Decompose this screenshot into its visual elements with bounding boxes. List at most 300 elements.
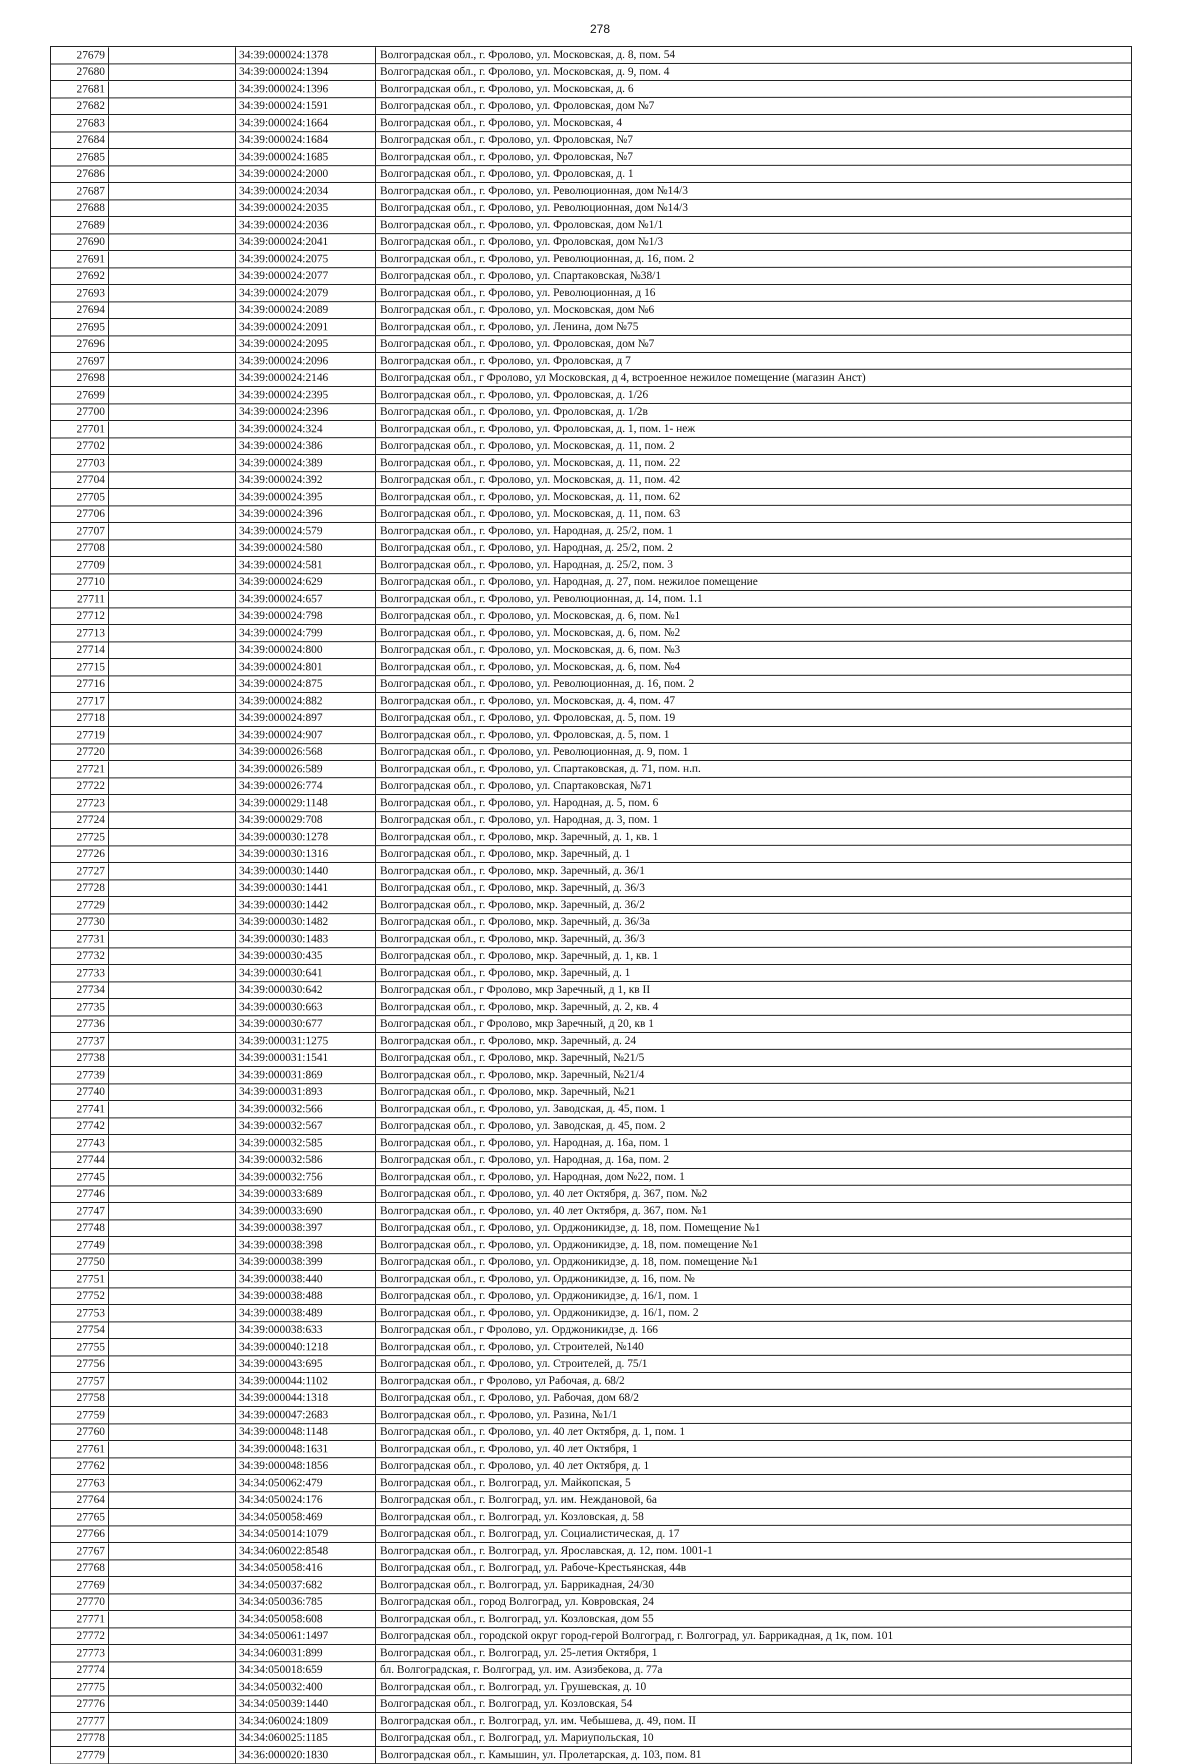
cadastral-number: 34:39:000038:397 [235, 1220, 376, 1236]
address: Волгоградская обл., г. Фролово, ул. Московская, д. 11, пом. 42 [380, 474, 681, 486]
table-row [51, 1135, 1131, 1153]
row-number: 27697 [51, 353, 109, 369]
cadastral-number: 34:39:000026:568 [235, 744, 376, 760]
address: Волгоградская обл., г. Волгоград, ул. 25-летия Октября, 1 [380, 1646, 658, 1660]
cadastral-number: 34:34:050037:682 [235, 1577, 376, 1593]
table-row [51, 1084, 1131, 1101]
cadastral-number: 34:39:000024:882 [235, 693, 376, 709]
cadastral-number: 34:39:000024:1394 [235, 64, 376, 80]
table-row [51, 1033, 1131, 1051]
cadastral-number: 34:39:000024:2079 [235, 285, 376, 301]
address: Волгоградская обл., г. Фролово, ул. Революционная, д 16 [380, 286, 656, 300]
address: Волгоградская обл., г. Волгоград, ул. Мариупольская, 10 [380, 1732, 654, 1744]
cadastral-number: 34:39:000024:386 [235, 438, 376, 454]
table-row [51, 693, 1131, 711]
row-number: 27706 [51, 506, 109, 522]
table-row [51, 506, 1131, 523]
table-row [51, 166, 1131, 183]
row-number: 27712 [51, 608, 109, 624]
row-number: 27700 [51, 404, 109, 420]
row-number: 27746 [51, 1186, 109, 1202]
address: Волгоградская обл., г. Фролово, мкр. Заречный, д. 1, кв. 1 [380, 830, 659, 844]
address: Волгоградская обл., г. Фролово, ул. Народная, д. 16а, пом. 2 [380, 1154, 670, 1166]
address: Волгоградская обл., г. Фролово, мкр. Заречный, №21 [380, 1086, 636, 1098]
table-row [51, 1050, 1131, 1067]
cadastral-number: 34:39:000029:708 [235, 812, 376, 828]
table-row [51, 1492, 1131, 1509]
table-row [51, 268, 1131, 285]
cadastral-number: 34:39:000026:589 [235, 761, 376, 777]
row-number: 27748 [51, 1220, 109, 1236]
cadastral-number: 34:39:000038:489 [235, 1305, 376, 1321]
cadastral-number: 34:39:000030:641 [235, 965, 376, 981]
address: Волгоградская обл., г. Фролово, ул. Народная, д. 16а, пом. 1 [380, 1136, 670, 1150]
cadastral-number: 34:39:000024:2396 [235, 404, 376, 420]
cadastral-number: 34:39:000024:798 [235, 608, 376, 624]
address: Волгоградская обл., г. Фролово, ул. Революционная, д. 16, пом. 2 [380, 678, 695, 690]
row-number: 27720 [51, 744, 109, 760]
address: Волгоградская обл., г. Фролово, ул. Революционная, дом №14/3 [380, 184, 688, 198]
cadastral-number: 34:39:000024:2000 [235, 166, 376, 182]
row-number: 27730 [51, 914, 109, 930]
address: Волгоградская обл., г. Фролово, ул. Орджоникидзе, д. 16, пом. № [380, 1272, 695, 1286]
cadastral-number: 34:39:000024:2395 [235, 387, 376, 403]
row-number: 27736 [51, 1016, 109, 1032]
row-number: 27722 [51, 778, 109, 794]
row-number: 27776 [51, 1696, 109, 1712]
cadastral-number: 34:39:000033:689 [235, 1186, 376, 1202]
table-row [51, 1373, 1131, 1391]
table-row [51, 1288, 1131, 1305]
address: Волгоградская обл., г. Волгоград, ул. Социалистическая, д. 17 [380, 1528, 680, 1540]
row-number: 27734 [51, 982, 109, 998]
table-row [51, 608, 1131, 625]
address: Волгоградская обл., городской округ город-герой Волгоград, г. Волгоград, ул. Баррикадная, д 1к, пом. 101 [380, 1630, 894, 1642]
address: Волгоградская обл., г Фролово, ул. Орджоникидзе, д. 166 [380, 1324, 658, 1336]
row-number: 27714 [51, 642, 109, 658]
address: Волгоградская обл., г. Фролово, ул. Фроловская, д. 1 [380, 168, 634, 180]
table-row [51, 982, 1131, 999]
table-row [51, 353, 1131, 371]
cadastral-number: 34:39:000024:799 [235, 625, 376, 641]
address: Волгоградская обл., г. Фролово, ул. Народная, дом №22, пом. 1 [380, 1170, 685, 1184]
cadastral-number: 34:39:000024:2089 [235, 302, 376, 318]
table-row [51, 1101, 1131, 1119]
table-row [51, 948, 1131, 965]
cadastral-number: 34:39:000024:2035 [235, 200, 376, 216]
address: Волгоградская обл., г. Фролово, ул. Орджоникидзе, д. 16/1, пом. 2 [380, 1306, 699, 1320]
table-row [51, 370, 1131, 387]
row-number: 27741 [51, 1101, 109, 1117]
row-number: 27742 [51, 1118, 109, 1134]
table-row [51, 1713, 1131, 1731]
address: Волгоградская обл., г. Фролово, ул. Фроловская, д. 5, пом. 19 [380, 712, 676, 724]
table-row [51, 914, 1131, 931]
row-number: 27740 [51, 1084, 109, 1100]
address: Волгоградская обл., г. Фролово, ул. Фроловская, дом №1/1 [380, 218, 664, 232]
table-row [51, 863, 1131, 881]
row-number: 27711 [51, 591, 109, 607]
table-row [51, 659, 1131, 677]
table-row [51, 1696, 1131, 1713]
row-number: 27747 [51, 1203, 109, 1219]
cadastral-number: 34:39:000024:1591 [235, 98, 376, 114]
row-number: 27731 [51, 931, 109, 947]
table-row [51, 1407, 1131, 1425]
row-number: 27705 [51, 489, 109, 505]
address: Волгоградская обл., г. Волгоград, ул. им. Неждановой, 6а [380, 1494, 657, 1506]
row-number: 27713 [51, 625, 109, 641]
address: Волгоградская обл., г. Фролово, ул. Народная, д. 3, пом. 1 [380, 814, 659, 826]
address: Волгоградская обл., г. Волгоград, ул. Ярославская, д. 12, пом. 1001-1 [380, 1544, 713, 1558]
row-number: 27726 [51, 846, 109, 862]
address: Волгоградская обл., г. Камышин, ул. Пролетарская, д. 103, пом. 81 [380, 1748, 702, 1762]
table-row [51, 540, 1131, 557]
address: Волгоградская обл., г. Фролово, ул. Революционная, дом №14/3 [380, 202, 688, 214]
row-number: 27681 [51, 81, 109, 97]
address: Волгоградская обл., г. Фролово, ул. Революционная, д. 16, пом. 2 [380, 252, 695, 266]
address: Волгоградская обл., г Фролово, ул Рабочая, д. 68/2 [380, 1374, 625, 1388]
row-number: 27703 [51, 455, 109, 471]
table-row [51, 1203, 1131, 1221]
address: Волгоградская обл., г. Фролово, ул. Фроловская, д. 1/26 [380, 388, 649, 402]
cadastral-number: 34:39:000030:642 [235, 982, 376, 998]
row-number: 27779 [51, 1747, 109, 1763]
table-row [51, 1628, 1131, 1645]
registry-table [50, 46, 1132, 1764]
table-row [51, 149, 1131, 167]
table-row [51, 404, 1131, 421]
cadastral-number: 34:39:000024:2034 [235, 183, 376, 199]
row-number: 27704 [51, 472, 109, 488]
table-row [51, 795, 1131, 813]
table-row [51, 1526, 1131, 1543]
address: Волгоградская обл., г. Фролово, ул. Московская, д. 6, пом. №4 [380, 660, 681, 674]
row-number: 27773 [51, 1645, 109, 1661]
address: Волгоградская обл., г. Фролово, ул. Ленина, дом №75 [380, 320, 639, 334]
row-number: 27701 [51, 421, 109, 437]
address: Волгоградская обл., г. Фролово, ул. Фроловская, дом №1/3 [380, 236, 664, 248]
cadastral-number: 34:39:000038:399 [235, 1254, 376, 1270]
row-number: 27733 [51, 965, 109, 981]
address: Волгоградская обл., г. Фролово, ул. Фроловская, дом №7 [380, 100, 655, 112]
table-row [51, 812, 1131, 829]
table-row [51, 727, 1131, 745]
table-row [51, 1118, 1131, 1135]
address: Волгоградская обл., г. Фролово, ул. Московская, д. 11, пом. 22 [380, 456, 681, 470]
cadastral-number: 34:39:000024:580 [235, 540, 376, 556]
address: Волгоградская обл., г. Фролово, мкр. Заречный, д. 36/3 [380, 932, 645, 946]
table-row [51, 336, 1131, 353]
table-row [51, 642, 1131, 659]
address: Волгоградская обл., город Волгоград, ул. Ковровская, 24 [380, 1596, 654, 1608]
row-number: 27684 [51, 132, 109, 148]
address: Волгоградская обл., г. Фролово, ул. Народная, д. 25/2, пом. 2 [380, 542, 673, 554]
cadastral-number: 34:39:000024:2095 [235, 336, 376, 352]
row-number: 27690 [51, 234, 109, 250]
table-row [51, 234, 1131, 251]
table-row [51, 1747, 1131, 1764]
cadastral-number: 34:39:000024:1684 [235, 132, 376, 148]
cadastral-number: 34:39:000030:435 [235, 948, 376, 964]
address: Волгоградская обл., г. Фролово, ул. Фроловская, д. 1, пом. 1- неж [380, 422, 696, 436]
row-number: 27759 [51, 1407, 109, 1423]
row-number: 27772 [51, 1628, 109, 1644]
row-number: 27738 [51, 1050, 109, 1066]
table-row [51, 557, 1131, 575]
address: Волгоградская обл., г. Фролово, мкр. Заречный, д. 36/3 [380, 882, 645, 894]
row-number: 27680 [51, 64, 109, 80]
page-number: 278 [589, 22, 611, 36]
address: Волгоградская обл., г. Фролово, ул. Орджоникидзе, д. 18, пом. помещение №1 [380, 1238, 759, 1252]
row-number: 27716 [51, 676, 109, 692]
cadastral-number: 34:34:050018:659 [235, 1662, 376, 1678]
row-number: 27702 [51, 438, 109, 454]
table-row [51, 455, 1131, 473]
row-number: 27757 [51, 1373, 109, 1389]
table-row [51, 1067, 1131, 1085]
address: Волгоградская обл., г. Фролово, ул. Московская, д. 11, пом. 2 [380, 440, 675, 452]
table-row [51, 829, 1131, 847]
row-number: 27693 [51, 285, 109, 301]
table-row [51, 319, 1131, 337]
address: Волгоградская обл., г. Фролово, мкр. Заречный, д. 2, кв. 4 [380, 1000, 659, 1014]
address: Волгоградская обл., г. Фролово, мкр. Заречный, д. 1 [380, 966, 631, 980]
row-number: 27682 [51, 98, 109, 114]
row-number: 27686 [51, 166, 109, 182]
table-row [51, 387, 1131, 405]
table-row [51, 523, 1131, 541]
table-row [51, 1220, 1131, 1237]
address: Волгоградская обл., г. Волгоград, ул. Козловская, дом 55 [380, 1612, 654, 1626]
row-number: 27760 [51, 1424, 109, 1440]
row-number: 27689 [51, 217, 109, 233]
cadastral-number: 34:39:000024:2096 [235, 353, 376, 369]
row-number: 27763 [51, 1475, 109, 1491]
row-number: 27709 [51, 557, 109, 573]
table-row [51, 1016, 1131, 1033]
table-row [51, 217, 1131, 235]
address: Волгоградская обл., г. Фролово, мкр. Заречный, №21/4 [380, 1068, 645, 1082]
address: Волгоградская обл., г. Фролово, ул. Московская, д. 4, пом. 47 [380, 694, 676, 708]
row-number: 27777 [51, 1713, 109, 1729]
cadastral-number: 34:39:000030:1316 [235, 846, 376, 862]
cadastral-number: 34:39:000044:1318 [235, 1390, 376, 1406]
row-number: 27692 [51, 268, 109, 284]
table-row [51, 115, 1131, 133]
cadastral-number: 34:39:000024:1378 [235, 47, 376, 63]
row-number: 27721 [51, 761, 109, 777]
table-row [51, 1645, 1131, 1663]
cadastral-number: 34:34:060025:1185 [235, 1730, 376, 1746]
table-row [51, 1186, 1131, 1203]
table-row [51, 1339, 1131, 1357]
address: Волгоградская обл., г. Фролово, ул. 40 лет Октября, д. 367, пом. №1 [380, 1204, 708, 1218]
row-number: 27766 [51, 1526, 109, 1542]
address: Волгоградская обл., г. Волгоград, ул. им. Чебышева, д. 49, пом. II [380, 1714, 696, 1728]
row-number: 27707 [51, 523, 109, 539]
cadastral-number: 34:39:000040:1218 [235, 1339, 376, 1355]
address: Волгоградская обл., г. Фролово, ул. Московская, д. 6 [380, 82, 634, 96]
row-number: 27723 [51, 795, 109, 811]
row-number: 27699 [51, 387, 109, 403]
table-row [51, 574, 1131, 591]
cadastral-number: 34:39:000031:893 [235, 1084, 376, 1100]
address: Волгоградская обл., г. Фролово, ул. Московская, д. 6, пом. №2 [380, 626, 681, 640]
table-row [51, 1271, 1131, 1289]
address: Волгоградская обл., г. Фролово, ул. 40 лет Октября, д. 1 [380, 1460, 650, 1472]
cadastral-number: 34:39:000030:663 [235, 999, 376, 1015]
cadastral-number: 34:39:000024:395 [235, 489, 376, 505]
row-number: 27750 [51, 1254, 109, 1270]
row-number: 27688 [51, 200, 109, 216]
cadastral-number: 34:34:060024:1809 [235, 1713, 376, 1729]
cadastral-number: 34:39:000024:581 [235, 557, 376, 573]
row-number: 27745 [51, 1169, 109, 1185]
address: Волгоградская обл., г Фролово, мкр Заречный, д 20, кв 1 [380, 1018, 654, 1030]
table-row [51, 591, 1131, 609]
row-number: 27769 [51, 1577, 109, 1593]
cadastral-number: 34:39:000024:907 [235, 727, 376, 743]
address: Волгоградская обл., г. Фролово, ул. Орджоникидзе, д. 18, пом. помещение №1 [380, 1256, 759, 1268]
cadastral-number: 34:39:000026:774 [235, 778, 376, 794]
table-row [51, 489, 1131, 507]
row-number: 27698 [51, 370, 109, 386]
cadastral-number: 34:39:000048:1631 [235, 1441, 376, 1457]
row-number: 27718 [51, 710, 109, 726]
cadastral-number: 34:39:000030:1482 [235, 914, 376, 930]
table-row [51, 897, 1131, 915]
cadastral-number: 34:39:000038:633 [235, 1322, 376, 1338]
address: Волгоградская обл., г. Фролово, ул. Московская, д. 11, пом. 62 [380, 490, 681, 504]
cadastral-number: 34:39:000024:1685 [235, 149, 376, 165]
address: Волгоградская обл., г. Фролово, ул. Московская, д. 6, пом. №1 [380, 610, 681, 622]
table-row [51, 1475, 1131, 1493]
address: Волгоградская обл., г. Фролово, ул. Революционная, д. 14, пом. 1.1 [380, 592, 703, 606]
row-number: 27719 [51, 727, 109, 743]
table-row [51, 1611, 1131, 1629]
row-number: 27694 [51, 302, 109, 318]
address: Волгоградская обл., г. Фролово, ул. Фроловская, №7 [380, 134, 633, 146]
address: Волгоградская обл., г. Фролово, ул. Разина, №1/1 [380, 1408, 618, 1422]
cadastral-number: 34:39:000024:2075 [235, 251, 376, 267]
row-number: 27683 [51, 115, 109, 131]
row-number: 27708 [51, 540, 109, 556]
table-row [51, 98, 1131, 115]
table-row [51, 1458, 1131, 1475]
address: Волгоградская обл., г. Фролово, ул. Московская, дом №6 [380, 304, 655, 316]
table-row [51, 1237, 1131, 1255]
row-number: 27727 [51, 863, 109, 879]
row-number: 27774 [51, 1662, 109, 1678]
address: Волгоградская обл., г. Фролово, ул. Спартаковская, №71 [380, 780, 653, 792]
cadastral-number: 34:39:000024:2146 [235, 370, 376, 386]
table-row [51, 472, 1131, 489]
table-row [51, 1543, 1131, 1561]
address: Волгоградская обл., г. Фролово, ул. 40 лет Октября, д. 367, пом. №2 [380, 1188, 708, 1200]
address: Волгоградская обл., г. Фролово, ул. 40 лет Октября, д. 1, пом. 1 [380, 1426, 686, 1438]
cadastral-number: 34:34:060022:8548 [235, 1543, 376, 1559]
table-row [51, 676, 1131, 693]
cadastral-number: 34:39:000024:579 [235, 523, 376, 539]
cadastral-number: 34:39:000047:2683 [235, 1407, 376, 1423]
cadastral-number: 34:39:000030:1278 [235, 829, 376, 845]
row-number: 27685 [51, 149, 109, 165]
address: Волгоградская обл., г. Фролово, мкр. Заречный, д. 36/3а [380, 916, 650, 928]
cadastral-number: 34:39:000024:2077 [235, 268, 376, 284]
address: Волгоградская обл., г Фролово, мкр Заречный, д 1, кв II [380, 984, 651, 996]
cadastral-number: 34:39:000031:1275 [235, 1033, 376, 1049]
address: Волгоградская обл., г. Фролово, мкр. Заречный, д. 1 [380, 848, 631, 860]
address: Волгоградская обл., г. Фролово, ул. Заводская, д. 45, пом. 1 [380, 1102, 666, 1116]
table-row [51, 302, 1131, 319]
address: Волгоградская обл., г. Волгоград, ул. Козловская, д. 58 [380, 1510, 644, 1524]
row-number: 27749 [51, 1237, 109, 1253]
table-row [51, 1730, 1131, 1747]
cadastral-number: 34:39:000024:629 [235, 574, 376, 590]
row-number: 27735 [51, 999, 109, 1015]
address: Волгоградская обл., г. Волгоград, ул. Козловская, 54 [380, 1698, 633, 1710]
cadastral-number: 34:39:000024:1664 [235, 115, 376, 131]
cadastral-number: 34:34:050032:400 [235, 1679, 376, 1695]
row-number: 27767 [51, 1543, 109, 1559]
cadastral-number: 34:39:000030:1442 [235, 897, 376, 913]
table-row [51, 183, 1131, 201]
table-row [51, 1441, 1131, 1459]
table-row [51, 1679, 1131, 1697]
address: Волгоградская обл., г. Волгоград, ул. Рабоче-Крестьянская, 44в [380, 1562, 687, 1574]
cadastral-number: 34:39:000024:800 [235, 642, 376, 658]
table-row [51, 965, 1131, 983]
address: Волгоградская обл., г. Фролово, ул. Народная, д. 27, пом. нежилое помещение [380, 576, 758, 588]
row-number: 27743 [51, 1135, 109, 1151]
address: Волгоградская обл., г. Фролово, ул. Московская, д. 9, пом. 4 [380, 66, 670, 78]
address: Волгоградская обл., г. Фролово, мкр. Заречный, д. 36/2 [380, 898, 645, 912]
cadastral-number: 34:34:060031:899 [235, 1645, 376, 1661]
row-number: 27724 [51, 812, 109, 828]
cadastral-number: 34:34:050039:1440 [235, 1696, 376, 1712]
row-number: 27755 [51, 1339, 109, 1355]
cadastral-number: 34:39:000044:1102 [235, 1373, 376, 1389]
table-row [51, 1356, 1131, 1373]
row-number: 27751 [51, 1271, 109, 1287]
address: Волгоградская обл., г. Фролово, ул. Фроловская, д. 1/2в [380, 406, 648, 418]
address: Волгоградская обл., г. Фролово, ул. Орджоникидзе, д. 16/1, пом. 1 [380, 1290, 699, 1302]
row-number: 27765 [51, 1509, 109, 1525]
address: Волгоградская обл., г. Фролово, мкр. Заречный, №21/5 [380, 1052, 645, 1064]
address: Волгоградская обл., г. Фролово, ул. Фроловская, дом №7 [380, 338, 655, 350]
row-number: 27725 [51, 829, 109, 845]
cadastral-number: 34:39:000048:1856 [235, 1458, 376, 1474]
cadastral-number: 34:34:050014:1079 [235, 1526, 376, 1542]
cadastral-number: 34:39:000038:440 [235, 1271, 376, 1287]
cadastral-number: 34:39:000032:586 [235, 1152, 376, 1168]
cadastral-number: 34:39:000032:585 [235, 1135, 376, 1151]
row-number: 27695 [51, 319, 109, 335]
cadastral-number: 34:39:000024:2091 [235, 319, 376, 335]
cadastral-number: 34:39:000038:488 [235, 1288, 376, 1304]
cadastral-number: 34:39:000038:398 [235, 1237, 376, 1253]
address: Волгоградская обл., г. Фролово, ул. Московская, 4 [380, 116, 623, 130]
table-row [51, 200, 1131, 217]
address: Волгоградская обл., г. Фролово, ул. Московская, д. 8, пом. 54 [380, 48, 676, 62]
table-row [51, 81, 1131, 99]
address: Волгоградская обл., г. Фролово, ул. Фроловская, №7 [380, 150, 633, 164]
address: Волгоградская обл., г. Волгоград, ул. Майкопская, 5 [380, 1476, 631, 1490]
row-number: 27717 [51, 693, 109, 709]
cadastral-number: 34:36:000020:1830 [235, 1747, 376, 1763]
address: Волгоградская обл., г. Фролово, ул. Спартаковская, д. 71, пом. н.п. [380, 762, 701, 776]
